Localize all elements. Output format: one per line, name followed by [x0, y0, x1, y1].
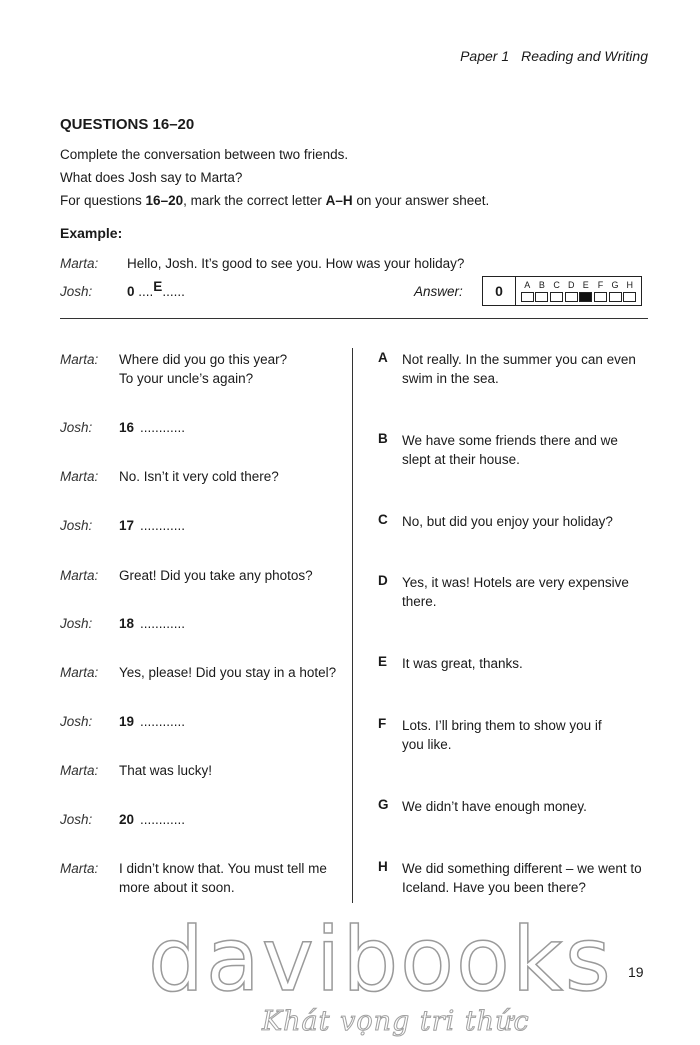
option-letter: E: [378, 654, 388, 669]
option-text: swim in the sea.: [402, 371, 499, 386]
instr-letter-range: A–H: [325, 193, 353, 208]
answer-cell-letter: F: [597, 280, 604, 290]
option-letter: B: [378, 431, 388, 446]
option-text: We have some friends there and we: [402, 433, 618, 448]
answer-sheet-box: [482, 276, 642, 306]
dialogue-speaker: Josh:: [60, 616, 93, 631]
option-letter: D: [378, 573, 388, 588]
answer-bubble: [565, 292, 578, 302]
answer-bubble: [594, 292, 607, 302]
dialogue-text: Great! Did you take any photos?: [119, 568, 313, 583]
dialogue-speaker: Marta:: [60, 763, 99, 778]
instruction-line-3: [60, 193, 489, 208]
option-text: Yes, it was! Hotels are very expensive: [402, 575, 629, 590]
option-text: Iceland. Have you been there?: [402, 880, 586, 895]
answer-cell: [565, 280, 578, 302]
dialogue-text: No. Isn’t it very cold there?: [119, 469, 279, 484]
instr-question-range: 16–20: [145, 193, 184, 208]
answer-gap-20: [119, 810, 185, 829]
instr-text: on your answer sheet.: [352, 193, 490, 208]
option-text: there.: [402, 594, 437, 609]
dots: ............: [140, 714, 186, 729]
answer-cell-letter: B: [538, 280, 545, 290]
instruction-line-2: What does Josh say to Marta?: [60, 170, 243, 185]
answer-bubble: [535, 292, 548, 302]
example-marta-speaker: Marta:: [60, 256, 99, 271]
question-number: 18: [119, 616, 135, 631]
section-label: Reading and Writing: [521, 48, 648, 64]
dialogue-speaker: Marta:: [60, 352, 99, 367]
dialogue-speaker: Marta:: [60, 469, 99, 484]
answer-label: Answer:: [414, 284, 463, 299]
option-b: [402, 431, 618, 469]
answer-gap-18: [119, 614, 185, 633]
answer-cell: [521, 280, 534, 302]
instruction-line-1: Complete the conversation between two friends.: [60, 147, 349, 162]
dots: ............: [140, 518, 186, 533]
divider-vertical: [352, 348, 353, 903]
answer-cell: [609, 280, 622, 302]
example-marta-line: Hello, Josh. It’s good to see you. How was your holiday?: [127, 256, 465, 271]
answer-cell: [535, 280, 548, 302]
answer-cell-letter: C: [553, 280, 560, 290]
dialogue-speaker: Josh:: [60, 518, 93, 533]
dialogue-text: more about it soon.: [119, 880, 235, 895]
example-josh-answer: [127, 279, 185, 301]
answer-cell-letter: H: [626, 280, 633, 290]
example-josh-speaker: Josh:: [60, 284, 93, 299]
dialogue-line: [119, 761, 212, 780]
question-number: 19: [119, 714, 135, 729]
questions-title: QUESTIONS 16–20: [60, 116, 195, 133]
option-f: [402, 716, 602, 754]
dialogue-text: I didn’t know that. You must tell me: [119, 861, 327, 876]
instr-text: For questions: [60, 193, 146, 208]
option-text: We didn’t have enough money.: [402, 799, 587, 814]
dialogue-text: To your uncle’s again?: [119, 371, 254, 386]
answer-cell-letter: E: [582, 280, 589, 290]
option-text: We did something different – we went to: [402, 861, 642, 876]
example-label: Example:: [60, 225, 123, 241]
option-a: [402, 350, 636, 388]
question-number: 20: [119, 812, 135, 827]
option-letter: G: [378, 797, 389, 812]
option-text: Not really. In the summer you can even: [402, 352, 636, 367]
answer-bubble: [579, 292, 592, 302]
watermark-logo: davibooks: [148, 908, 613, 1011]
dots: ....: [138, 284, 154, 299]
option-e: [402, 654, 523, 673]
watermark-slogan: Khát vọng tri thức: [262, 1006, 530, 1037]
answer-gap-17: [119, 516, 185, 535]
option-letter: H: [378, 859, 388, 874]
answer-bubble: [623, 292, 636, 302]
answer-cell-letter: A: [524, 280, 531, 290]
dialogue-speaker: Josh:: [60, 714, 93, 729]
option-g: [402, 797, 587, 816]
dialogue-line: [119, 467, 279, 486]
option-c: [402, 512, 613, 531]
divider-horizontal: [60, 318, 648, 319]
answer-bubble: [550, 292, 563, 302]
option-letter: F: [378, 716, 387, 731]
answer-cell: [594, 280, 607, 302]
page-number: 19: [628, 964, 644, 980]
dialogue-text: Where did you go this year?: [119, 352, 288, 367]
dots: ......: [162, 284, 185, 299]
option-d: [402, 573, 629, 611]
answer-gap-16: [119, 418, 185, 437]
dialogue-speaker: Marta:: [60, 665, 99, 680]
dots: ............: [140, 420, 186, 435]
example-number: 0: [127, 284, 135, 299]
answer-gap-19: [119, 712, 185, 731]
option-letter: A: [378, 350, 388, 365]
answer-letter-grid: [516, 277, 641, 305]
dialogue-speaker: Josh:: [60, 812, 93, 827]
option-text: you like.: [402, 737, 452, 752]
dialogue-text: That was lucky!: [119, 763, 213, 778]
option-h: [402, 859, 642, 897]
dialogue-line: [119, 350, 287, 388]
option-text: No, but did you enjoy your holiday?: [402, 514, 613, 529]
dialogue-line: [119, 663, 336, 682]
dots: ............: [140, 616, 186, 631]
running-header: [460, 48, 648, 64]
answer-cell: [579, 280, 592, 302]
option-text: slept at their house.: [402, 452, 520, 467]
answer-cell: [623, 280, 636, 302]
answer-bubble: [521, 292, 534, 302]
option-letter: C: [378, 512, 388, 527]
answer-question-number: 0: [483, 277, 516, 305]
option-text: It was great, thanks.: [402, 656, 523, 671]
example-answer-letter: E: [153, 279, 163, 294]
dialogue-line: [119, 566, 313, 585]
instr-text: , mark the correct letter: [183, 193, 326, 208]
dialogue-speaker: Marta:: [60, 861, 99, 876]
dialogue-speaker: Josh:: [60, 420, 93, 435]
answer-cell-letter: D: [567, 280, 575, 290]
dialogue-speaker: Marta:: [60, 568, 99, 583]
answer-cell-letter: G: [611, 280, 619, 290]
paper-label: Paper 1: [460, 48, 510, 64]
option-text: Lots. I’ll bring them to show you if: [402, 718, 602, 733]
dialogue-line: [119, 859, 327, 897]
answer-cell: [550, 280, 563, 302]
question-number: 17: [119, 518, 135, 533]
dialogue-text: Yes, please! Did you stay in a hotel?: [119, 665, 337, 680]
dots: ............: [140, 812, 186, 827]
answer-bubble: [609, 292, 622, 302]
question-number: 16: [119, 420, 135, 435]
